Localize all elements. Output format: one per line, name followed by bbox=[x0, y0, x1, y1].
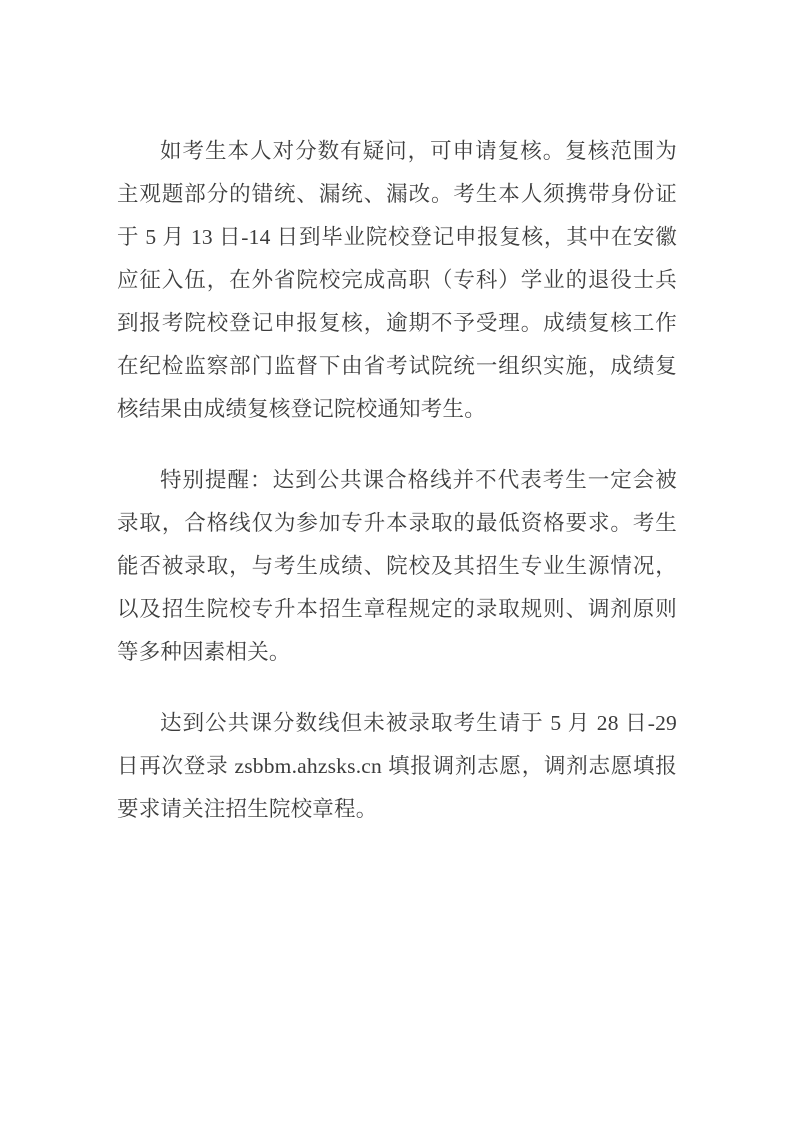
paragraph-special-reminder: 特别提醒：达到公共课合格线并不代表考生一定会被录取，合格线仅为参加专升本录取的最低资格要求。考生能否被录取，与考生成绩、院校及其招生专业生源情况，以及招生院校专升本招生章程规定的录取规则、调剂原则等多种因素相关。 bbox=[117, 468, 677, 664]
paragraph-review-procedure: 如考生本人对分数有疑问，可申请复核。复核范围为主观题部分的错统、漏统、漏改。考生本人须携带身份证于 5 月 13 日-14 日到毕业院校登记申报复核，其中在安徽应征入伍，在外省院校完成高职（专科）学业的退役士兵到报考院校登记申报复核，逾期不予受理。成绩复核工作在纪检监察部门监督下由省考试院统一组织实施，成绩复核结果由成绩复核登记院校通知考生。 bbox=[117, 139, 677, 421]
paragraph-adjustment-application: 达到公共课分数线但未被录取考生请于 5 月 28 日-29 日再次登录 zsbbm.ahzsks.cn 填报调剂志愿，调剂志愿填报要求请关注招生院校章程。 bbox=[117, 711, 677, 821]
document-body bbox=[117, 130, 677, 831]
